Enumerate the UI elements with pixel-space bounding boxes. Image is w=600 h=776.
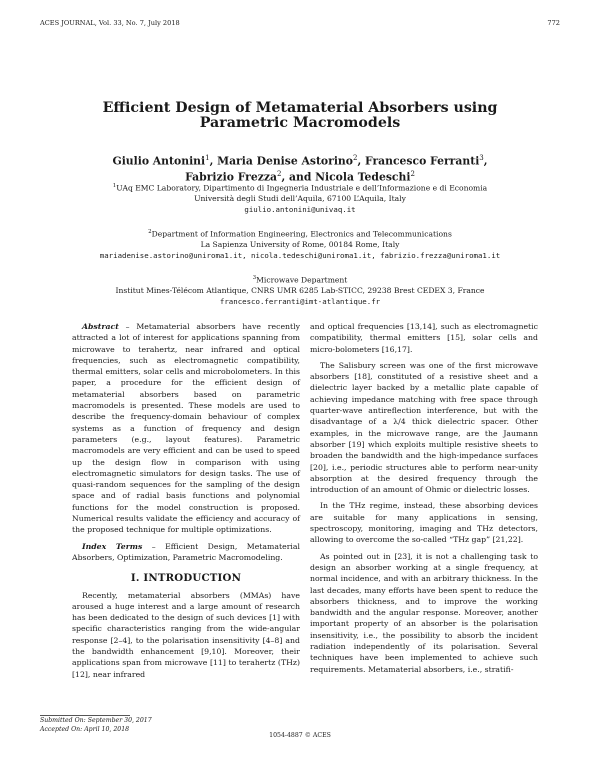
author-5-affil: 2: [410, 170, 415, 179]
affiliation-3: [0, 273, 600, 307]
author-1-affil: 1: [205, 154, 210, 162]
footnote-divider: [40, 715, 130, 716]
intro-paragraph-4: As pointed out in [23], it is not a challenging task to design an absorber working at a single frequency, at normal incidence, and with an arbitrary thickness. In the last decades, many efforts have been spent to reduce the absorbers thickness, and to improve the working bandwidth and the angular response. Moreover, another important property of an absorber is the polarisation insensitivity, i.e., the possibility to absorb the incident radiation independently of its polarisation. Several techniques have been implemented to achieve such requirements. Metamaterial absorbers, i.e., stratifi-: [310, 551, 538, 674]
abstract-label: Abstract: [82, 322, 119, 331]
abstract-text: – Metamaterial absorbers have recently attracted a lot of interest for applications spanning from microwave to terahertz, near infrared and optical frequencies, such as electromagnetic compatibility, thermal emitters, solar cells and microbolometers. In this paper, a procedure for the efficient design of metamaterial absorbers based on parametric macromodels is presented. These models are used to describe the frequency-domain behaviour of complex systems as a function of frequency and design parameters (e.g., layout features). Parametric macromodels are very efficient and can be used to speed up the design flow in comparison with using electromagnetic simulators for design tasks. The use of quasi-random sequences for the sampling of the design space and of radial basis functions and polynomial functions for the model construction is proposed. Numerical results validate the efficiency and accuracy of the proposed technique for multiple optimizations.: [72, 322, 300, 535]
affiliation-1-line-2: Università degli Studi dell’Aquila, 67100 L’Aquila, Italy: [194, 194, 406, 204]
affiliation-3-line-1: $^3$Microwave Department: [252, 275, 348, 285]
author-4-affil: 2: [277, 170, 282, 179]
issn-copyright: 1054-4887 © ACES: [269, 732, 331, 739]
affiliation-2: [0, 227, 600, 261]
author-3-affil: 3: [479, 154, 484, 162]
paper-title: [0, 101, 600, 131]
author-line-1: Giulio Antonini$^1$, Maria Denise Astorino$^2$, Francesco Ferranti$^3$,: [112, 154, 488, 168]
author-2-affil: 2: [352, 154, 358, 162]
section-heading-introduction: I. INTRODUCTION: [130, 572, 242, 585]
right-column: [310, 321, 538, 675]
affiliation-1-line-1: $^1$UAq EMC Laboratory, Dipartimento di Ingegneria Industriale e dell’Informazione e di Economia: [112, 183, 488, 193]
author-4: Fabrizio Frezza: [185, 170, 277, 184]
title-line-1: Efficient Design of Metamaterial Absorbers using: [102, 100, 498, 116]
index-terms-label: Index Terms: [82, 541, 143, 551]
index-terms-text: – Efficient Design, Metamaterial Absorbers, Optimization, Parametric Macromodeling.: [72, 541, 300, 562]
affiliation-2-email: mariadenise.astorino@uniroma1.it, nicola.tedeschi@uniroma1.it, fabrizio.frezza@uniroma1.it: [99, 250, 501, 260]
affiliation-3-email: francesco.ferranti@imt-atlantique.fr: [219, 296, 381, 306]
page-number: 772: [547, 19, 560, 27]
intro-paragraph-2: The Salisbury screen was one of the first microwave absorbers [18], constituted of a resistive sheet and a dielectric layer backed by a metallic plate capable of achieving impedance matching with free space through quarter-wave antireflection interference, but with the disadvantage of a λ/4 thick dielectric spacer. Other examples, in the microwave range, are the Jaumann absorber [19] which exploits multiple resistive sheets to broaden the bandwidth and the high-impedance surfaces [20], i.e., periodic structures able to perform near-unity absorption at the desired frequency through the introduction of an amount of Ohmic or dielectric losses.: [310, 360, 538, 495]
journal-header: ACES JOURNAL, Vol. 33, No. 7, July 2018: [40, 19, 180, 27]
left-column: [72, 321, 300, 680]
affiliation-3-line-2: Institut Mines-Télécom Atlantique, CNRS UMR 6285 Lab-STICC, 29238 Brest CEDEX 3, France: [115, 286, 485, 296]
submitted-date: Submitted On: September 30, 2017: [40, 717, 152, 724]
affiliation-1-email: giulio.antonini@univaq.it: [244, 204, 356, 214]
author-3: , Francesco Ferranti: [357, 154, 480, 168]
author-1: Giulio Antonini: [112, 154, 206, 168]
index-terms: [72, 541, 300, 564]
abstract: [72, 321, 300, 536]
affiliation-2-line-1: $^2$Department of Information Engineering, Electronics and Telecommunications: [148, 229, 452, 239]
affiliation-2-line-2: La Sapienza University of Rome, 00184 Rome, Italy: [200, 240, 400, 250]
intro-paragraph-3: In the THz regime, instead, these absorbing devices are suitable for many applications in sensing, spectroscopy, monitoring, imaging and THz detectors, allowing to overcome the so-called “THz gap” [21,22].: [310, 501, 538, 545]
author-5: , and Nicola Tedeschi: [281, 170, 411, 184]
affiliation-1: [0, 181, 600, 215]
author-2: , Maria Denise Astorino: [209, 154, 353, 168]
accepted-date: Accepted On: April 10, 2018: [40, 725, 130, 733]
title-line-2: Parametric Macromodels: [199, 115, 401, 131]
intro-paragraph-1: Recently, metamaterial absorbers (MMAs) have aroused a huge interest and a large amount of research has been dedicated to the design of such devices [1] with specific characteristics ranging from the wide-angular response [2–4], to the polarisation insensitivity [4–8] and the bandwidth enhancement [9,10]. Moreover, their applications span from microwave [11] to terahertz (THz) [12], near infrared: [72, 590, 300, 679]
intro-paragraph-1-continued: and optical frequencies [13,14], such as electromagnetic compatibility, thermal emitters [15], solar cells and micro-bolometers [16,17].: [310, 322, 538, 354]
author-list: [0, 152, 600, 184]
